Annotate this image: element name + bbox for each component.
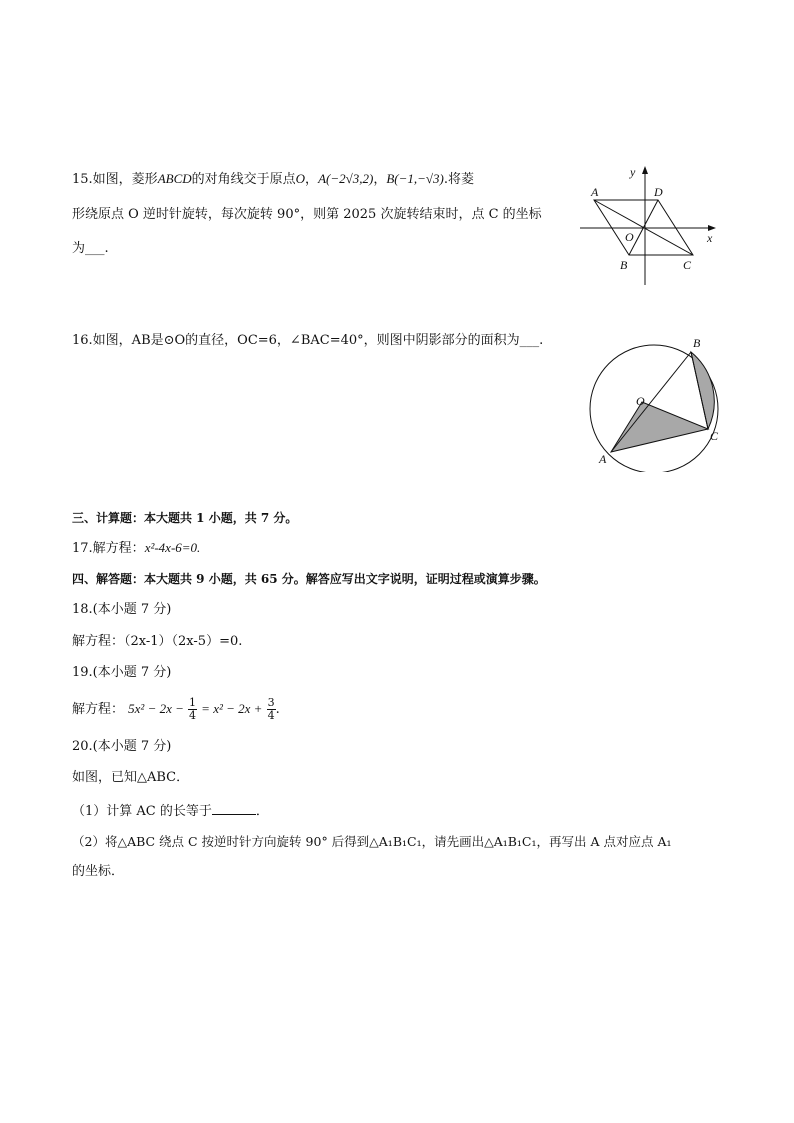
q16-text: 16.如图，AB是⊙O的直径，OC=6，∠BAC=40°，则图中阴影部分的面积为___. bbox=[72, 333, 544, 348]
q20-part1 bbox=[72, 801, 269, 821]
q19-frac1-den: 4 bbox=[189, 709, 197, 722]
q19-frac2-den: 4 bbox=[267, 709, 275, 722]
q17-equation: x²-4x-6=0. bbox=[144, 540, 201, 555]
label-c: C bbox=[683, 258, 692, 272]
q15-text-c: ， bbox=[305, 172, 319, 187]
q19-head: 19.(本小题 7 分) bbox=[72, 665, 172, 680]
q20-part1-text: （1）计算 AC 的长等于 bbox=[72, 804, 212, 819]
q15-point-a: A(−2√3,2) bbox=[318, 171, 374, 186]
q19-fraction-1 bbox=[188, 697, 197, 722]
figure-15-rhombus bbox=[577, 163, 727, 288]
label-b: B bbox=[620, 258, 628, 272]
q19-body bbox=[72, 697, 280, 722]
q18-head: 18.(本小题 7 分) bbox=[72, 602, 172, 617]
label-o: O bbox=[625, 230, 634, 244]
q15-text-a: 15.如图，菱形 bbox=[72, 172, 158, 187]
section-4-heading: 四、解答题：本大题共 9 小题，共 65 分。解答应写出文字说明，证明过程或演算步骤。 bbox=[72, 572, 546, 586]
section-3-heading: 三、计算题：本大题共 1 小题，共 7 分。 bbox=[72, 511, 298, 525]
q20-intro: 如图，已知△ABC． bbox=[72, 770, 190, 785]
answer-blank bbox=[212, 801, 256, 815]
q15-line2: 形绕原点 O 逆时针旋转，每次旋转 90°，则第 2025 次旋转结束时，点 C 的坐标 bbox=[72, 207, 542, 222]
label-y: y bbox=[630, 165, 636, 179]
q15-line1 bbox=[72, 170, 474, 189]
q19-fraction-2 bbox=[267, 697, 276, 722]
q15-origin: O bbox=[295, 171, 306, 186]
y-axis-arrow bbox=[642, 166, 648, 174]
label-x: x bbox=[707, 231, 713, 245]
q17 bbox=[72, 539, 200, 558]
q19-end: . bbox=[275, 702, 280, 717]
q19-part1: 5x² − 2x − bbox=[128, 701, 184, 716]
q20-part2-line1: （2）将△ABC 绕点 C 按逆时针方向旋转 90° 后得到△A₁B₁C₁，请先画出△A₁B₁C₁，再写出 A 点对应点 A₁ bbox=[72, 834, 672, 849]
q19-frac1-num: 1 bbox=[189, 696, 197, 709]
figure-16-circle bbox=[578, 332, 728, 472]
q15-line3: 为___. bbox=[72, 241, 109, 256]
label-c: C bbox=[710, 429, 719, 443]
q15-point-b: B(−1,−√3) bbox=[386, 171, 444, 186]
q15-sep: ， bbox=[373, 172, 387, 187]
label-b: B bbox=[693, 336, 701, 350]
label-a: A bbox=[599, 452, 607, 466]
q18-body: 解方程：（2x-1）（2x-5）=0. bbox=[72, 634, 243, 649]
q17-prefix: 17.解方程： bbox=[72, 541, 145, 556]
label-a: A bbox=[591, 185, 599, 199]
q19-frac2-num: 3 bbox=[267, 696, 275, 709]
q20-head: 20.(本小题 7 分) bbox=[72, 739, 172, 754]
label-o: O bbox=[636, 394, 645, 408]
label-d: D bbox=[654, 185, 663, 199]
q19-prefix: 解方程： bbox=[72, 702, 125, 717]
q20-part2-line2: 的坐标． bbox=[72, 864, 125, 879]
shaded-triangle-aoc bbox=[611, 402, 708, 452]
q15-text-d: .将菱 bbox=[443, 172, 475, 187]
q20-part1-end: ． bbox=[255, 804, 269, 819]
q15-text-b: 的对角线交于原点 bbox=[191, 172, 296, 187]
shaded-segment-bc bbox=[691, 352, 714, 429]
q19-part2: = x² − 2x + bbox=[201, 701, 263, 716]
q15-abcd: ABCD bbox=[157, 171, 192, 186]
